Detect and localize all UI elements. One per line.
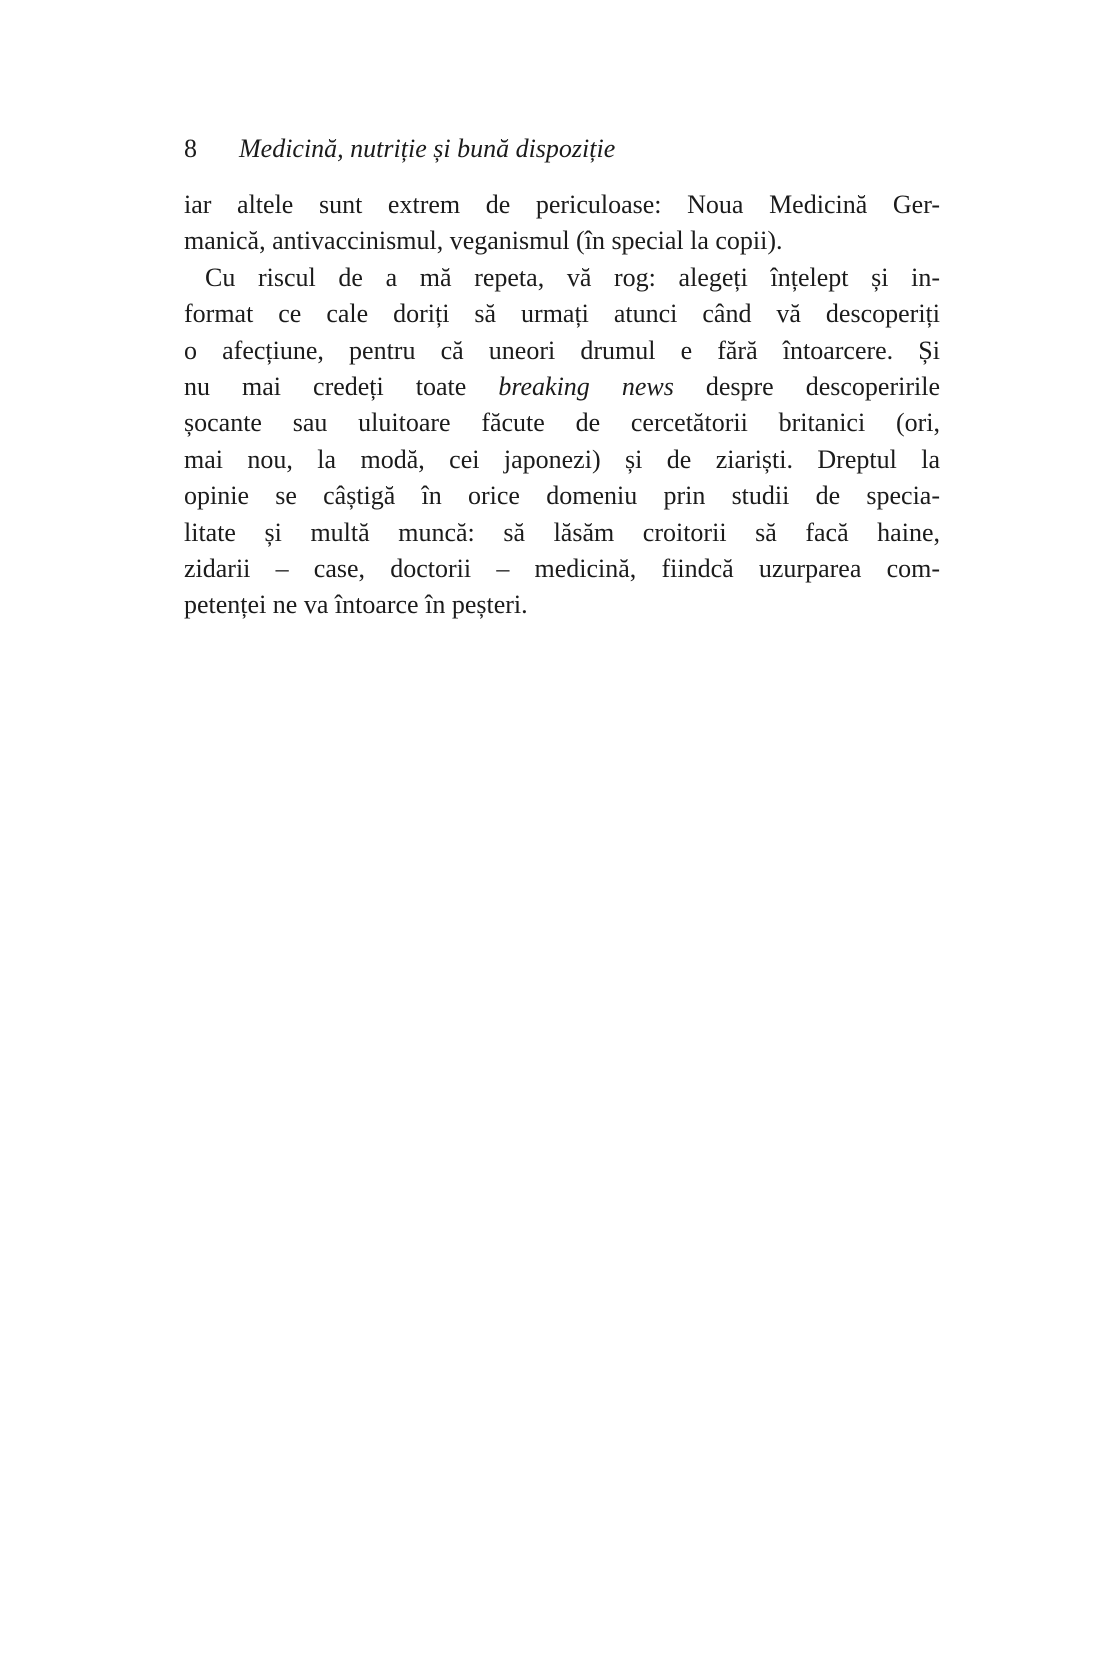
- text-line: [184, 405, 940, 441]
- text-segment: manică, antivaccinismul, veganismul (în special la copii).: [184, 226, 783, 256]
- body-text: [184, 187, 940, 624]
- text-line: [184, 515, 940, 551]
- text-segment: Cu riscul de a mă repeta, vă rog: alegeți înțelept și in-: [205, 262, 940, 292]
- text-line: [184, 442, 940, 478]
- text-line: [184, 478, 940, 514]
- text-segment: mai nou, la modă, cei japonezi) și de ziariști. Dreptul la: [184, 444, 940, 474]
- running-header-title: Medicină, nutriție și bună dispoziție: [239, 134, 616, 163]
- text-line: [184, 296, 940, 332]
- text-segment: șocante sau uluitoare făcute de cercetătorii britanici (ori,: [184, 408, 940, 438]
- text-line: [184, 551, 940, 587]
- italic-text: breaking news: [498, 371, 674, 401]
- text-line: [184, 587, 940, 623]
- text-segment: litate și multă muncă: să lăsăm croitorii să facă haine,: [184, 517, 940, 547]
- text-line: [184, 333, 940, 369]
- text-line: [184, 223, 940, 259]
- text-segment: petenței ne va întoarce în peșteri.: [184, 590, 528, 620]
- text-segment: iar altele sunt extrem de periculoase: Noua Medicină Ger-: [184, 190, 940, 219]
- text-segment: nu mai credeți toate: [184, 371, 499, 401]
- text-segment: despre descoperirile: [673, 371, 940, 401]
- running-header: [184, 131, 940, 167]
- text-line: [184, 187, 940, 223]
- text-segment: zidarii – case, doctorii – medicină, fiindcă uzurparea com-: [184, 553, 940, 583]
- text-line: [184, 369, 940, 405]
- text-line: [184, 260, 940, 296]
- text-segment: format ce cale doriți să urmați atunci când vă descoperiți: [184, 299, 940, 329]
- text-segment: o afecțiune, pentru că uneori drumul e fără întoarcere. Și: [184, 335, 940, 365]
- text-segment: opinie se câștigă în orice domeniu prin studii de specia-: [184, 481, 940, 511]
- page-number: 8: [184, 134, 197, 163]
